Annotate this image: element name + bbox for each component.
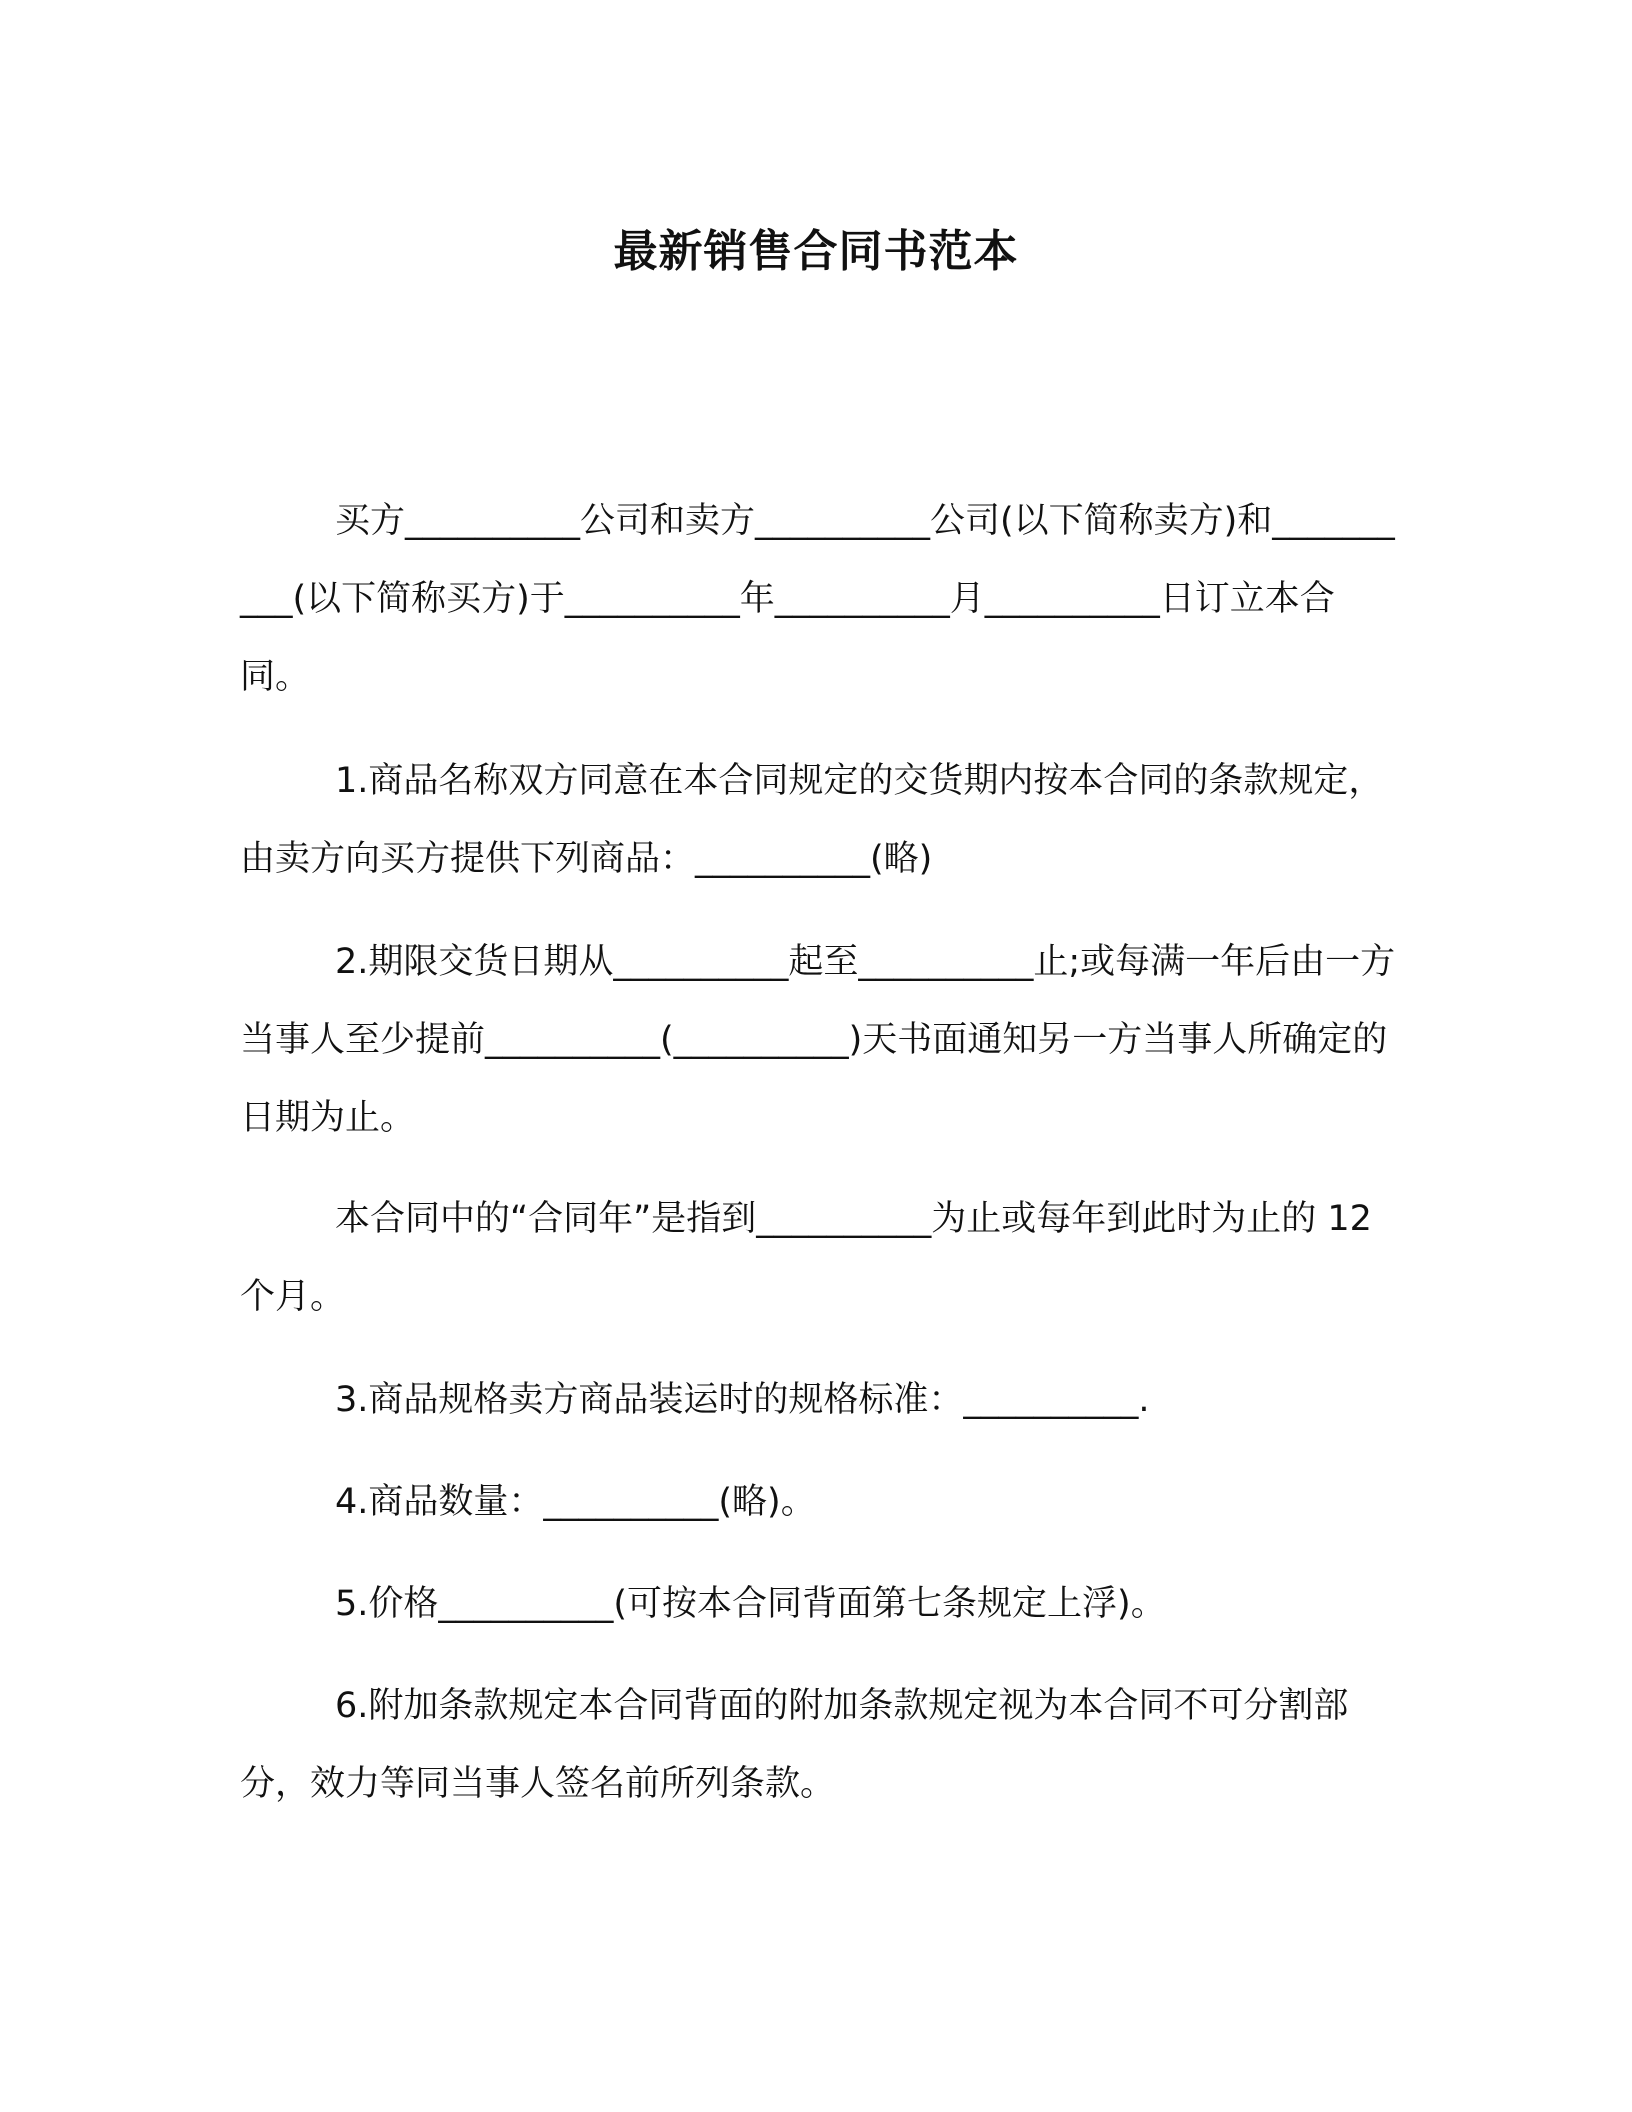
paragraph-quantity: 4.商品数量：__________(略)。 — [335, 1482, 816, 1522]
paragraph-delivery-term: 2.期限交货日期从__________起至__________止;或每满一年后由一方当事人至少提前__________(__________)天书面通知另一方当事人所确定的日期为止。 — [240, 942, 1396, 1138]
paragraph-contract-year: 本合同中的“合同年”是指到__________为止或每年到此时为止的 12 个月。 — [240, 1199, 1372, 1317]
document-title: 最新销售合同书范本 — [613, 226, 1019, 277]
paragraph-product-name: 1.商品名称双方同意在本合同规定的交货期内按本合同的条款规定，由卖方向买方提供下列商品：__________(略) — [240, 761, 1384, 879]
paragraph-price: 5.价格__________(可按本合同背面第七条规定上浮)。 — [335, 1584, 1166, 1624]
paragraph-additional-terms: 6.附加条款规定本合同背面的附加条款规定视为本合同不可分割部分，效力等同当事人签名前所列条款。 — [240, 1686, 1349, 1804]
paragraph-product-spec: 3.商品规格卖方商品装运时的规格标准：__________. — [335, 1380, 1150, 1420]
paragraph-parties: 买方__________公司和卖方__________公司(以下简称卖方)和__________(以下简称买方)于__________年__________月__________日订立本合同。 — [240, 501, 1395, 697]
